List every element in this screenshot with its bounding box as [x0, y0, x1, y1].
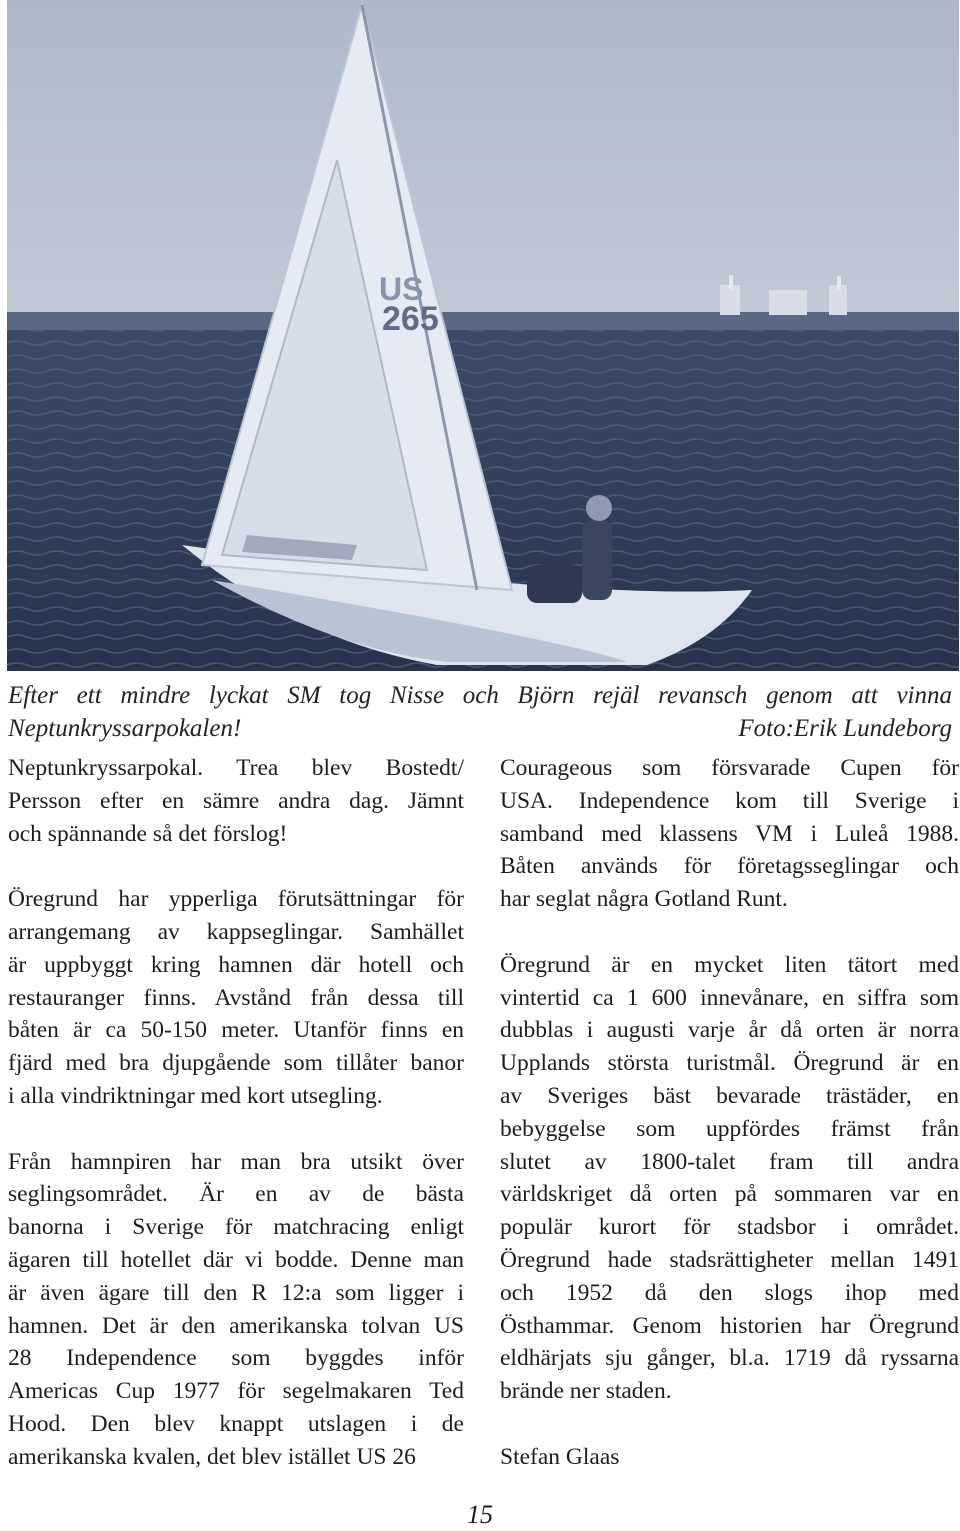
text-line: Upplands största turistmål. Öregrund är en [500, 1050, 959, 1077]
text-line: Båten används för företagsseglingar och [500, 853, 959, 880]
text-line: amerikanska kvalen, det blev istället US 26 [8, 1443, 416, 1470]
sail-number: 265 [382, 300, 439, 338]
text-line: Neptunkryssarpokal. Trea blev Bostedt/ [8, 755, 464, 781]
text-line: är uppbyggt kring hamnen där hotell och [8, 951, 464, 978]
text-line: Persson efter en sämre andra dag. Jämnt [8, 787, 464, 814]
text-line: vintertid ca 1 600 innevånare, en siffra som [500, 984, 959, 1011]
text-line: båten är ca 50-150 meter. Utanför finns en [8, 1017, 464, 1044]
text-line: världskriget då orten på sommaren var en [500, 1181, 959, 1208]
text-line: och spännande så det förslog! [8, 820, 288, 847]
text-line: restauranger finns. Avstånd från dessa till [8, 984, 464, 1011]
paragraph-gap [8, 1113, 464, 1146]
photo-caption [8, 679, 952, 745]
sailboat-photo [7, 0, 959, 671]
page-number: 15 [467, 1500, 493, 1529]
right-column [500, 752, 959, 1474]
paragraph-gap [8, 850, 464, 883]
text-line: Östhammar. Genom historien har Öregrund [500, 1312, 959, 1339]
text-line: slutet av 1800-talet fram till andra [500, 1148, 959, 1175]
paragraph-gap [500, 916, 959, 949]
text-line: Stefan Glaas [500, 1443, 620, 1470]
text-line: Öregrund hade stadsrättigheter mellan 1491 [500, 1246, 959, 1273]
paragraph-gap [500, 1408, 959, 1441]
text-line: och 1952 då den slogs ihop med [500, 1279, 959, 1306]
text-line: Hood. Den blev knappt utslagen i de [8, 1410, 464, 1437]
text-line: arrangemang av kappseglingar. Samhället [8, 918, 464, 945]
text-line: banorna i Sverige för matchracing enligt [8, 1214, 464, 1241]
text-line: brände ner staden. [500, 1378, 672, 1405]
text-line: Öregrund är en mycket liten tätort med [500, 951, 959, 978]
text-line: bebyggelse som uppfördes främst från [500, 1115, 959, 1142]
text-line: fjärd med bra djupgående som tillåter banor [8, 1050, 464, 1077]
text-line: dubblas i augusti varje år då orten är norra [500, 1017, 959, 1044]
text-line: Americas Cup 1977 för segelmakaren Ted [8, 1378, 464, 1405]
text-line: Courageous som försvarade Cupen för [500, 755, 959, 781]
text-line: seglingsområdet. Är en av de bästa [8, 1181, 464, 1208]
text-line: i alla vindriktningar med kort utsegling. [8, 1082, 383, 1109]
text-line: är även ägare till den R 12:a som ligger i [8, 1279, 464, 1306]
text-line: ägaren till hotellet där vi bodde. Denne man [8, 1246, 464, 1273]
text-line: USA. Independence kom till Sverige i [500, 787, 959, 814]
left-column [8, 752, 464, 1474]
photo-credit: Foto:Erik Lundeborg [738, 715, 952, 742]
caption-line-2: Neptunkryssarpokalen! [8, 715, 242, 742]
text-line: av Sveriges bäst bevarade trästäder, en [500, 1082, 959, 1109]
text-line: samband med klassens VM i Luleå 1988. [500, 820, 959, 847]
text-line: har seglat några Gotland Runt. [500, 886, 788, 913]
text-line: Öregrund har ypperliga förutsättningar för [8, 886, 464, 913]
text-line: eldhärjats sju gånger, bl.a. 1719 då ryssarna [500, 1345, 959, 1372]
caption-line-1: Efter ett mindre lyckat SM tog Nisse och Björn rejäl revansch genom att vinna [8, 682, 952, 709]
text-line: Från hamnpiren har man bra utsikt över [8, 1148, 464, 1175]
text-line: 28 Independence som byggdes inför [8, 1345, 464, 1372]
text-line: hamnen. Det är den amerikanska tolvan US [8, 1312, 464, 1339]
sail-country: US [379, 271, 424, 307]
text-line: populär kurort för stadsbor i området. [500, 1214, 959, 1241]
